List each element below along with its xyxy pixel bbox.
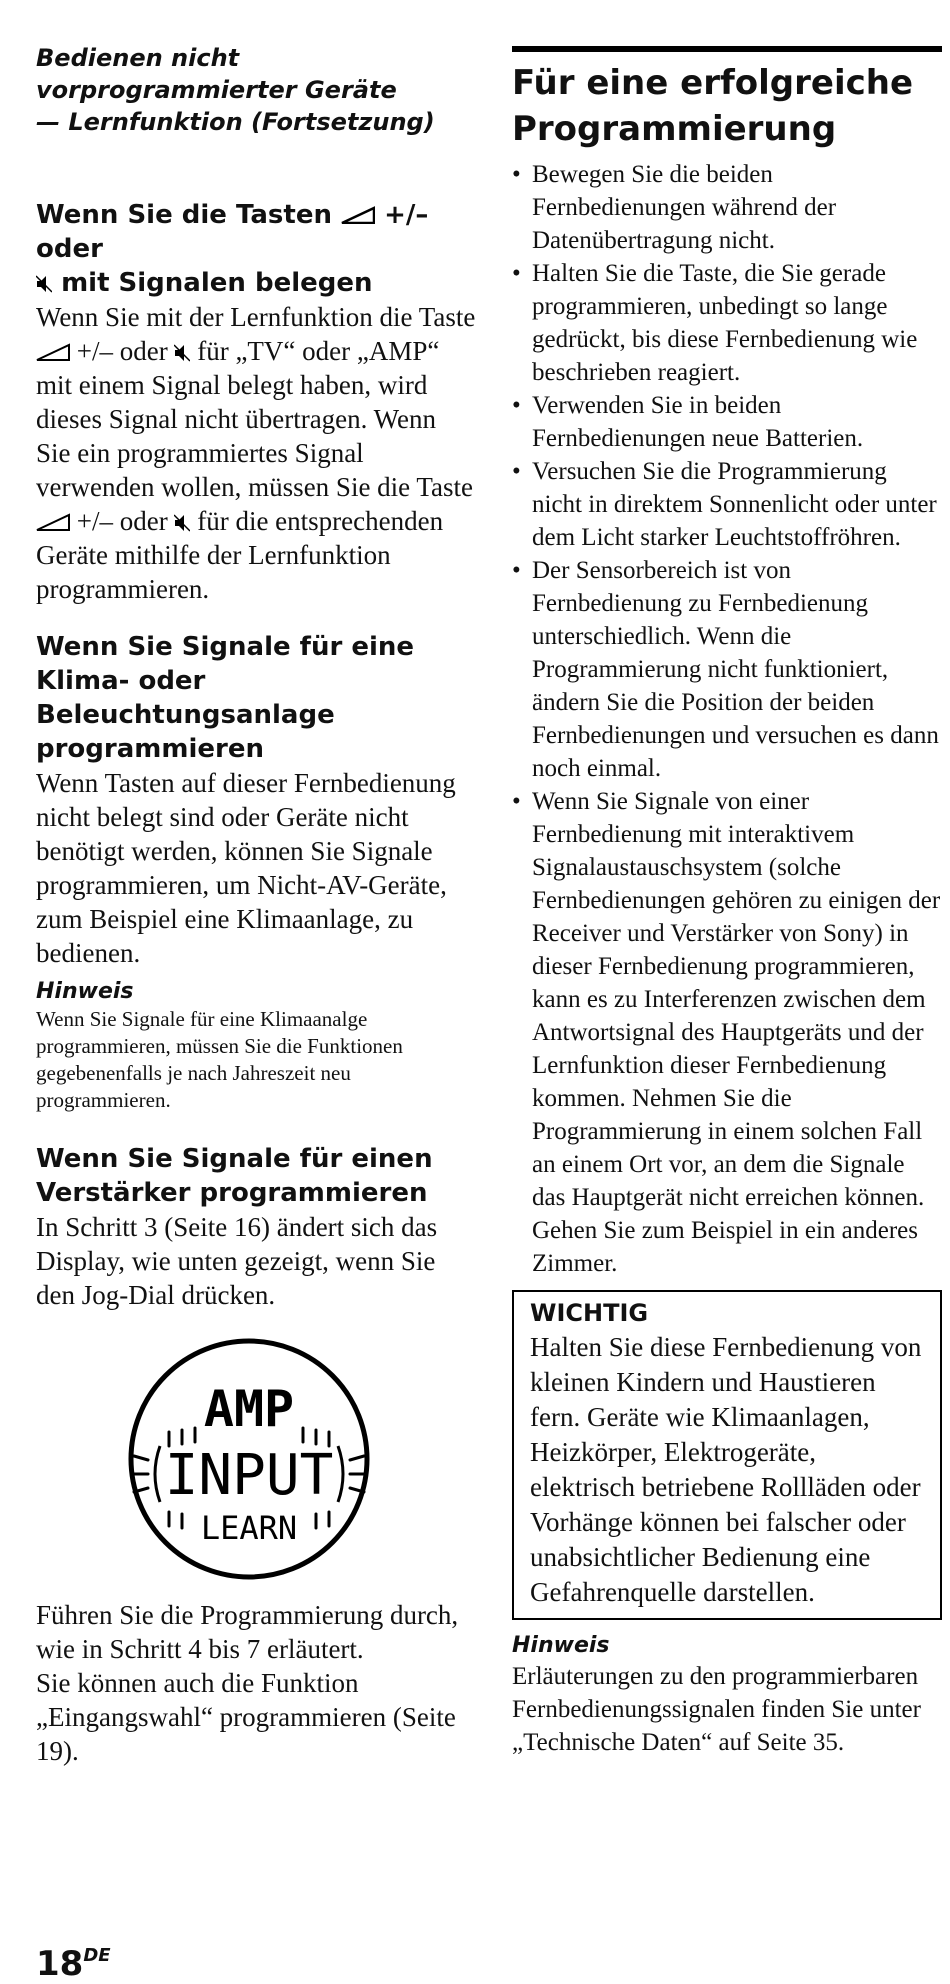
- language-suffix: DE: [83, 1945, 111, 1966]
- after-display-text-1: Führen Sie die Programmierung durch, wie in Schritt 4 bis 7 erläutert.: [36, 1600, 459, 1664]
- right-column: [512, 46, 942, 1759]
- volume-mute-body: Wenn Sie mit der Lernfunktion die Taste +/– oder für „TV“ oder „AMP“ mit einem Signal belegt haben, wird dieses Signal nicht übertragen. Wenn Sie ein programmiertes Signal verwenden wollen, müssen Sie die Taste +/– oder für die entsprechenden Geräte mithilfe der Lernfunktion programmieren.: [36, 302, 476, 604]
- climate-heading: Wenn Sie Signale für eine Klima- oder Beleuchtungsanlage programmieren: [36, 632, 415, 764]
- hinweis-title: Hinweis: [512, 1633, 610, 1658]
- section-header-line3: — Lernfunktion (Fortsetzung): [36, 108, 435, 136]
- hinweis-body: Wenn Sie Signale für eine Klimaanalge programmieren, müssen Sie die Funktionen gegebenenfalls je nach Jahreszeit neu programmieren.: [36, 1007, 403, 1112]
- mute-icon: [174, 344, 190, 362]
- section-header-line2: vorprogrammierter Geräte: [36, 76, 397, 104]
- mute-icon: [174, 514, 190, 532]
- left-column: [36, 42, 476, 1768]
- page-number: 18DE: [36, 1944, 111, 1984]
- mute-icon: [36, 275, 52, 293]
- heading-rule: [512, 46, 942, 52]
- list-item: • Verwenden Sie in beiden Fernbedienungen neue Batterien.: [512, 389, 942, 455]
- hinweis-title: Hinweis: [36, 979, 134, 1004]
- warning-title: WICHTIG: [530, 1299, 649, 1327]
- list-item: • Der Sensorbereich ist von Fernbedienung zu Fernbedienung unterschiedlich. Wenn die Programmierung nicht funktioniert, ändern Sie die Position der beiden Fernbedienungen und versuchen es dann noch einmal.: [512, 554, 942, 785]
- lcd-line-amp: AMP: [203, 1380, 295, 1438]
- volume-icon: [36, 513, 70, 531]
- lcd-line-learn: LEARN: [200, 1509, 298, 1547]
- hinweis-body: Erläuterungen zu den programmierbaren Fernbedienungssignalen finden Sie unter „Technische Daten“ auf Seite 35.: [512, 1663, 921, 1756]
- warning-box: [512, 1290, 942, 1620]
- list-item: • Halten Sie die Taste, die Sie gerade programmieren, unbedingt so lange gedrückt, bis diese Fernbedienung wie beschrieben reagiert.: [512, 257, 942, 389]
- list-item: • Versuchen Sie die Programmierung nicht in direktem Sonnenlicht oder unter dem Licht starker Leuchtstoffröhren.: [512, 455, 942, 554]
- volume-mute-heading: Wenn Sie die Tasten +/– oder mit Signalen belegen: [36, 200, 429, 298]
- volume-icon: [36, 343, 70, 361]
- lcd-display-illustration: [124, 1334, 374, 1584]
- climate-body: Wenn Tasten auf dieser Fernbedienung nicht belegt sind oder Geräte nicht benötigt werden, können Sie Signale programmieren, um Nicht-AV-Geräte, zum Beispiel eine Klimaanlage, zu bedienen.: [36, 768, 456, 968]
- after-display-text-2: Sie können auch die Funktion „Eingangswahl“ programmieren (Seite 19).: [36, 1668, 456, 1766]
- tips-list: [512, 158, 942, 1280]
- warning-body: Halten Sie diese Fernbedienung von kleinen Kindern und Haustieren fern. Geräte wie Klimaanlagen, Heizkörper, Elektrogeräte, elektrisch betriebene Rollläden oder Vorhänge können bei falscher oder unabsichtlicher Bedienung eine Gefahrenquelle darstellen.: [530, 1332, 922, 1607]
- volume-icon: [341, 206, 375, 224]
- tips-title: Für eine erfolgreiche Programmierung: [512, 63, 914, 149]
- list-item: • Wenn Sie Signale von einer Fernbedienung mit interaktivem Signalaustauschsystem (solche Fernbedienungen gehören zu einigen der Receiver und Verstärker von Sony) in dieser Fernbedienung programmieren, kann es zu Interferenzen zwischen dem Antwortsignal des Hauptgeräts und der Lernfunktion dieser Fernbedienung kommen. Nehmen Sie die Programmierung in einem solchen Fall an einem Ort vor, an dem die Signale das Hauptgerät nicht erreichen können. Gehen Sie zum Beispiel in ein anderes Zimmer.: [512, 785, 942, 1280]
- section-header-line1: Bedienen nicht: [36, 44, 240, 72]
- lcd-display-graphic: [124, 1334, 374, 1584]
- amplifier-heading: Wenn Sie Signale für einen Verstärker programmieren: [36, 1144, 433, 1208]
- lcd-line-input: INPUT: [164, 1443, 334, 1508]
- list-item: • Bewegen Sie die beiden Fernbedienungen während der Datenübertragung nicht.: [512, 158, 942, 257]
- amplifier-body: In Schritt 3 (Seite 16) ändert sich das Display, wie unten gezeigt, wenn Sie den Jog-Dial drücken.: [36, 1212, 438, 1310]
- section-header: [36, 42, 476, 138]
